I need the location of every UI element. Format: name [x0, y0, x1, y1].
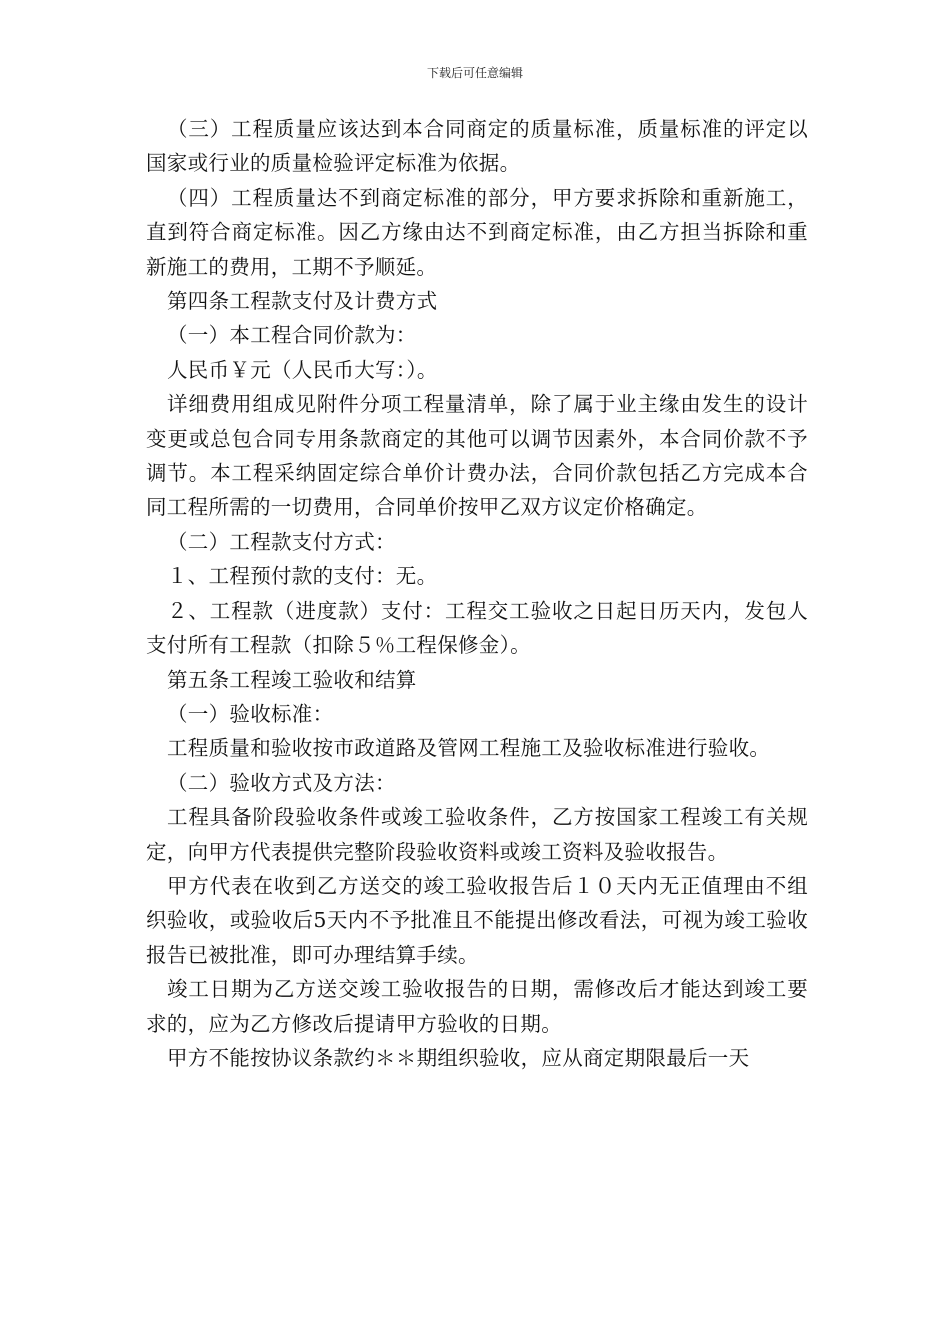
paragraph-progress-payment: ２、工程款（进度款）支付：工程交工验收之日起日历天内，发包人支付所有工程款（扣除５％工程保修金）。	[146, 598, 808, 658]
paragraph-approval-deadline: 甲方代表在收到乙方送交的竣工验收报告后１０天内无正值理由不组织验收，或验收后5天内不予批准且不能提出修改看法，可视为竣工验收报告已被批准，即可办理结算手续。	[146, 873, 808, 967]
paragraph-acceptance-basis: 工程质量和验收按市政道路及管网工程施工及验收标准进行验收。	[167, 736, 771, 761]
paragraph-acceptance-methods: （二）验收方式及方法：	[167, 770, 396, 795]
paragraph-contract-price: （一）本工程合同价款为：	[167, 323, 417, 348]
paragraph-payment-method: （二）工程款支付方式：	[167, 529, 396, 554]
paragraph-acceptance-conditions: 工程具备阶段验收条件或竣工验收条件，乙方按国家工程竣工有关规定，向甲方代表提供完整阶段验收资料或竣工资料及验收报告。	[146, 805, 808, 864]
paragraph-rmb-amount: 人民币￥元（人民币大写：）。	[167, 357, 438, 382]
paragraph-cost-details: 详细费用组成见附件分项工程量清单，除了属于业主缘由发生的设计变更或总包合同专用条款商定的其他可以调节因素外，本合同价款不予调节。本工程采纳固定综合单价计费办法，合同价款包括乙方完成本合同工程所需的一切费用，合同单价按甲乙双方议定价格确定。	[146, 392, 808, 520]
paragraph-late-acceptance: 甲方不能按协议条款约＊＊期组织验收，应从商定期限最后一天	[167, 1045, 750, 1070]
paragraph-rework: （四）工程质量达不到商定标准的部分，甲方要求拆除和重新施工，直到符合商定标准。因乙方缘由达不到商定标准，由乙方担当拆除和重新施工的费用，工期不予顺延。	[146, 185, 808, 279]
paragraph-acceptance-standard: （一）验收标准：	[167, 701, 334, 726]
article-5-heading: 第五条工程竣工验收和结算	[167, 667, 417, 692]
document-body	[146, 112, 808, 1075]
paragraph-advance-payment: １、工程预付款的支付：无。	[167, 564, 438, 589]
paragraph-completion-date: 竣工日期为乙方送交竣工验收报告的日期，需修改后才能达到竣工要求的，应为乙方修改后提请甲方验收的日期。	[146, 977, 808, 1036]
page-header-note: 下载后可任意编辑	[426, 66, 523, 80]
paragraph-quality-standard: （三）工程质量应该达到本合同商定的质量标准，质量标准的评定以国家或行业的质量检验评定标准为依据。	[146, 117, 808, 176]
article-4-heading: 第四条工程款支付及计费方式	[167, 289, 438, 314]
